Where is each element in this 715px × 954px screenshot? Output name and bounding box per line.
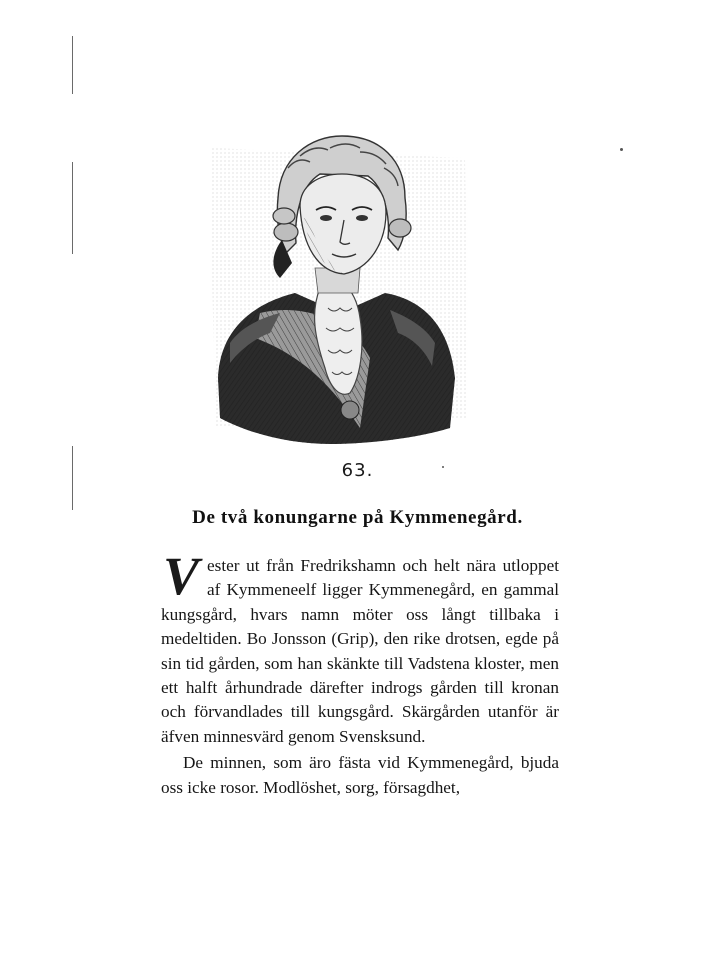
chapter-title: De två konungarne på Kymmenegård. <box>192 507 523 528</box>
scan-margin-line <box>72 162 73 254</box>
paragraph: De minnen, som äro fästa vid Kymmenegård, bjuda oss icke rosor. Modlöshet, sorg, försagdhet, <box>161 753 559 797</box>
paragraph <box>161 546 559 749</box>
chapter-number: 63. <box>341 460 374 481</box>
paragraph-text: ester ut från Fredrikshamn och helt nära utloppet af Kymmeneelf ligger Kymmenegård, en gammal kungsgård, hvars namn möter oss långt tillbaka i medeltiden. Bo Jonsson (Grip), den rike drotsen, egde på sin tid gården, som han skänkte till Vadstena kloster, men ett halft århundrade därefter indrogs gården till kronan och förvandlades till kungsgård. Skärgården utanför är äfven minnesvärd genom Svensksund. <box>161 556 559 746</box>
drop-cap: V <box>163 546 200 606</box>
scan-margin-line <box>72 36 73 94</box>
scan-speck <box>620 148 623 151</box>
portrait-illustration <box>200 128 470 446</box>
body-text <box>161 546 559 800</box>
